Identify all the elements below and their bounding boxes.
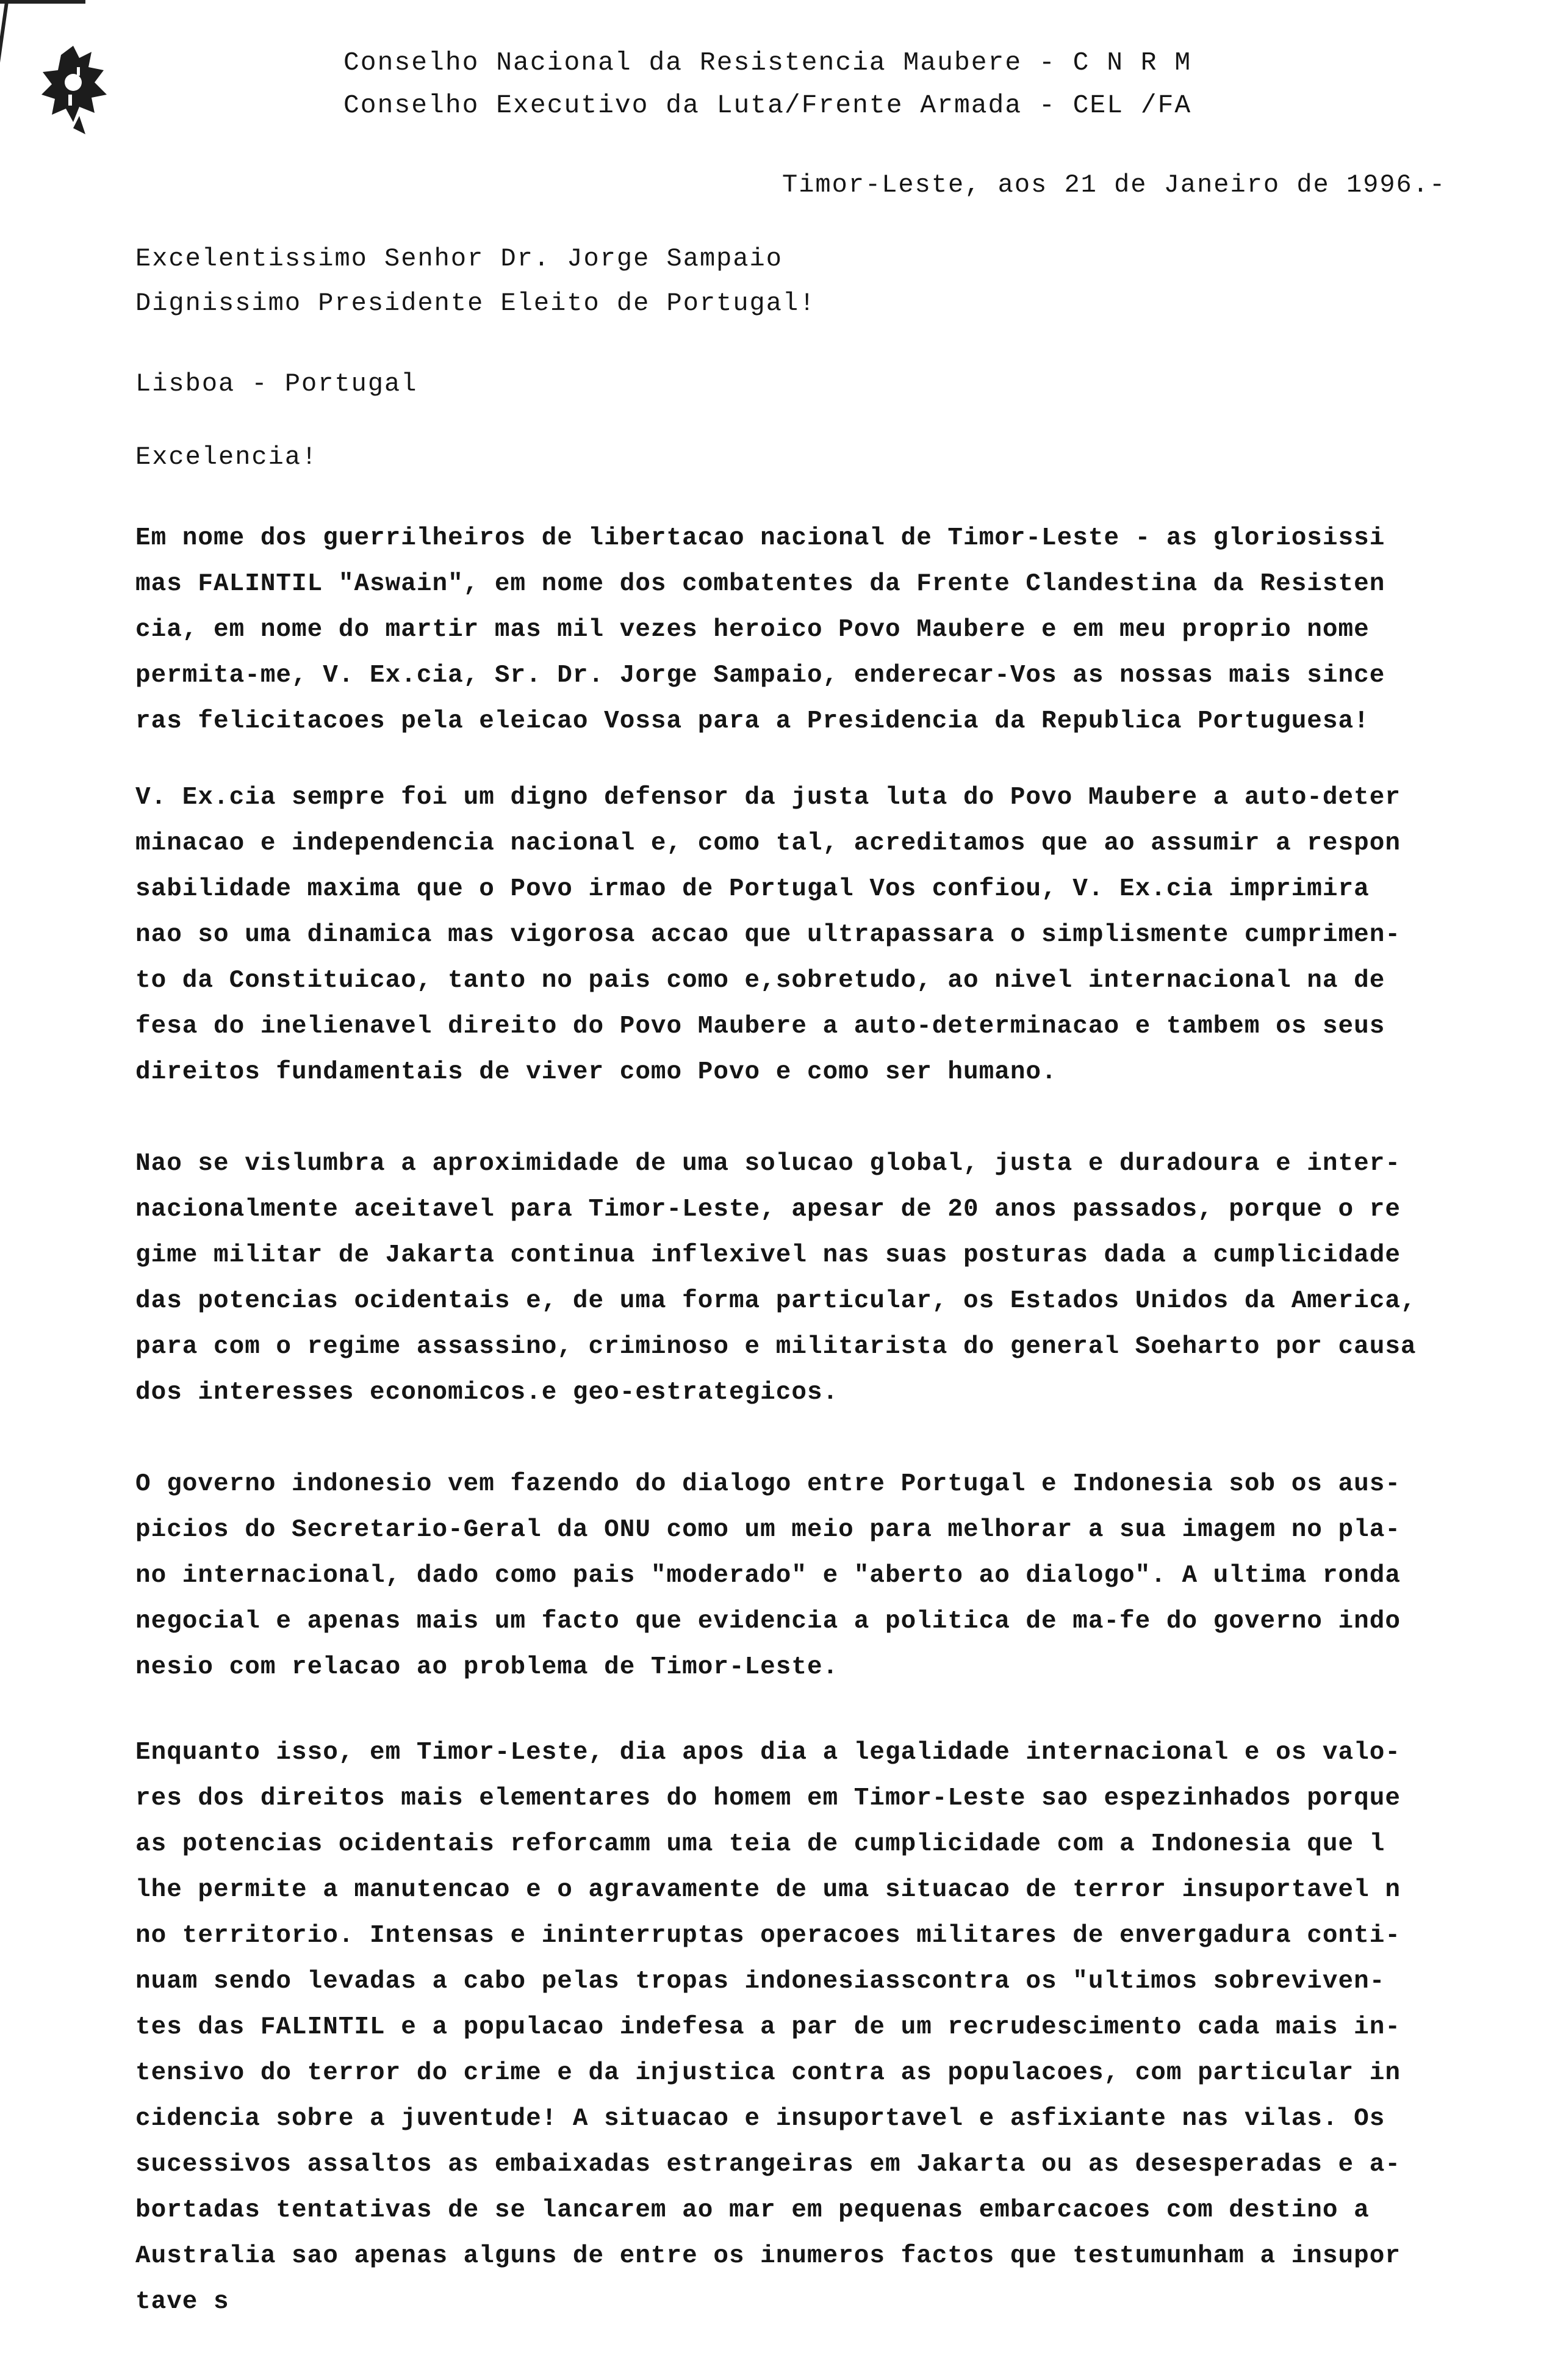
paragraph-line: sucessivos assaltos as embaixadas estrangeiras em Jakarta ou as desesperadas e a- (135, 2151, 1401, 2179)
paragraph-line: no internacional, dado como pais "moderado" e "aberto ao dialogo". A ultima ronda (135, 1562, 1401, 1590)
recipient-location: Lisboa - Portugal (135, 369, 418, 398)
paragraph-line: ras felicitacoes pela eleicao Vossa para a Presidencia da Republica Portuguesa! (135, 707, 1370, 735)
paragraph-line: V. Ex.cia sempre foi um digno defensor da justa luta do Povo Maubere a auto-deter (135, 784, 1401, 812)
paragraph-line: picios do Secretario-Geral da ONU como um meio para melhorar a sua imagem no pla- (135, 1516, 1401, 1544)
paragraph-line: nesio com relacao ao problema de Timor-Leste. (135, 1653, 839, 1681)
paragraph-line: res dos direitos mais elementares do homem em Timor-Leste sao espezinhados porque (135, 1784, 1401, 1812)
paragraph-line: minacao e independencia nacional e, como tal, acreditamos que ao assumir a respon (135, 829, 1401, 857)
paragraph-line: tensivo do terror do crime e da injustica contra as populacoes, com particular in (135, 2059, 1401, 2087)
paragraph-line: cidencia sobre a juventude! A situacao e insuportavel e asfixiante nas vilas. Os (135, 2105, 1385, 2133)
body-paragraph-1 (135, 516, 1385, 745)
paragraph-line: bortadas tentativas de se lancarem ao mar em pequenas embarcacoes com destino a (135, 2196, 1370, 2224)
paragraph-line: lhe permite a manutencao e o agravamente de uma situacao de terror insuportavel n (135, 1876, 1401, 1904)
paragraph-line: direitos fundamentais de viver como Povo e como ser humano. (135, 1058, 1057, 1086)
paragraph-line: nao so uma dinamica mas vigorosa accao que ultrapassara o simplismente cumprimen- (135, 921, 1401, 949)
paragraph-line: para com o regime assassino, criminoso e militarista do general Soeharto por causa (135, 1333, 1417, 1361)
paragraph-line: Nao se vislumbra a aproximidade de uma solucao global, justa e duradoura e inter- (135, 1150, 1401, 1178)
body-paragraph-4 (135, 1462, 1401, 1690)
paragraph-line: Enquanto isso, em Timor-Leste, dia apos dia a legalidade internacional e os valo- (135, 1739, 1401, 1767)
paragraph-line: mas FALINTIL "Aswain", em nome dos combatentes da Frente Clandestina da Resisten (135, 570, 1385, 598)
paragraph-line: das potencias ocidentais e, de uma forma particular, os Estados Unidos da America, (135, 1287, 1417, 1315)
paragraph-line: negocial e apenas mais um facto que evidencia a politica de ma-fe do governo indo (135, 1607, 1401, 1635)
dateline: Timor-Leste, aos 21 de Janeiro de 1996.- (782, 170, 1446, 200)
paragraph-line: tave s (135, 2288, 229, 2316)
recipient-title: Dignissimo Presidente Eleito de Portugal! (135, 289, 816, 318)
scan-margin-mark (0, 0, 20, 73)
paragraph-line: tes das FALINTIL e a populacao indefesa a par de um recrudescimento cada mais in- (135, 2013, 1401, 2041)
paragraph-line: fesa do inelienavel direito do Povo Maubere a auto-determinacao e tambem os seus (135, 1012, 1385, 1040)
paragraph-line: nuam sendo levadas a cabo pelas tropas indonesiasscontra os "ultimos sobreviven- (135, 1967, 1385, 1996)
paragraph-line: no territorio. Intensas e ininterruptas operacoes militares de envergadura conti- (135, 1922, 1401, 1950)
body-paragraph-3 (135, 1141, 1417, 1416)
paragraph-line: O governo indonesio vem fazendo do dialogo entre Portugal e Indonesia sob os aus- (135, 1470, 1401, 1498)
org-header-line-1: Conselho Nacional da Resistencia Maubere - C N R M (343, 48, 1192, 78)
paragraph-line: to da Constituicao, tanto no pais como e,sobretudo, ao nivel internacional na de (135, 967, 1385, 995)
recipient-name: Excelentissimo Senhor Dr. Jorge Sampaio (135, 244, 783, 273)
paragraph-line: cia, em nome do martir mas mil vezes heroico Povo Maubere e em meu proprio nome (135, 616, 1370, 644)
paragraph-line: Australia sao apenas alguns de entre os inumeros factos que testumunham a insupor (135, 2242, 1401, 2270)
emblem-icon (37, 43, 116, 140)
paragraph-line: gime militar de Jakarta continua inflexivel nas suas posturas dada a cumplicidade (135, 1241, 1401, 1269)
body-paragraph-5 (135, 1730, 1401, 2325)
paragraph-line: Em nome dos guerrilheiros de libertacao nacional de Timor-Leste - as gloriosissi (135, 524, 1385, 552)
salutation: Excelencia! (135, 442, 318, 472)
org-header-line-2: Conselho Executivo da Luta/Frente Armada - CEL /FA (343, 90, 1192, 120)
paragraph-line: as potencias ocidentais reforcamm uma teia de cumplicidade com a Indonesia que l (135, 1830, 1385, 1858)
paragraph-line: dos interesses economicos.e geo-estrategicos. (135, 1379, 839, 1407)
paragraph-line: nacionalmente aceitavel para Timor-Leste, apesar de 20 anos passados, porque o re (135, 1195, 1401, 1224)
paragraph-line: sabilidade maxima que o Povo irmao de Portugal Vos confiou, V. Ex.cia imprimira (135, 875, 1370, 903)
body-paragraph-2 (135, 775, 1401, 1095)
paragraph-line: permita-me, V. Ex.cia, Sr. Dr. Jorge Sampaio, enderecar-Vos as nossas mais since (135, 662, 1385, 690)
